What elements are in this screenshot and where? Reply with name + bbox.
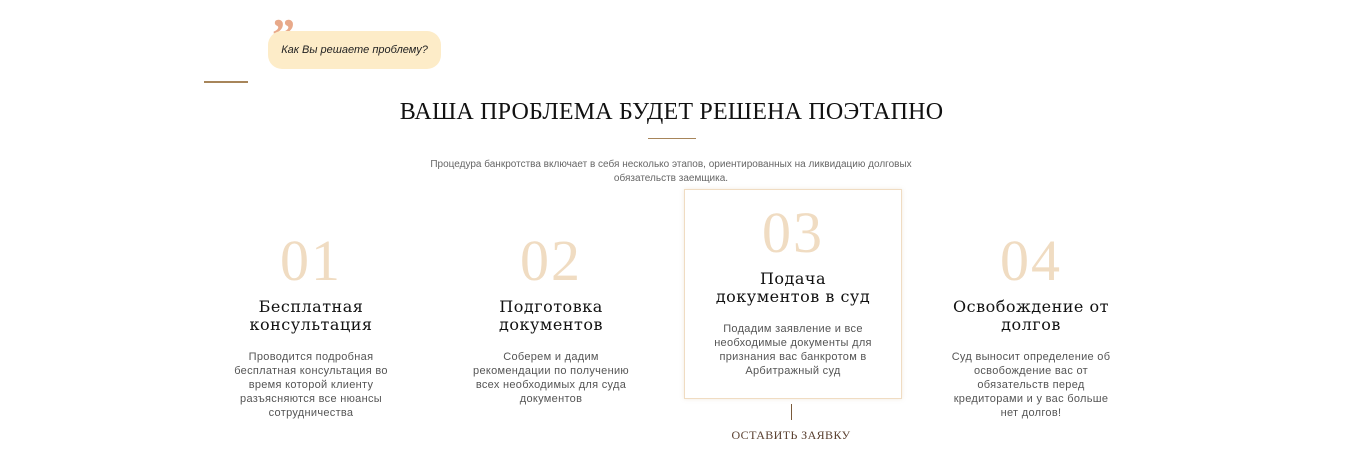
step-card-2 [443, 228, 659, 406]
step-desc-line: время которой клиенту [248, 379, 374, 391]
section-title: ВАША ПРОБЛЕМА БУДЕТ РЕШЕНА ПОЭТАПНО [399, 99, 944, 125]
step-desc-line: сотрудничества [268, 407, 354, 419]
step-title [685, 270, 901, 306]
step-title-line: документов [499, 315, 603, 334]
cta-connector-line [791, 404, 792, 420]
step-desc-line: бесплатная консультация во [234, 365, 388, 377]
step-desc-line: освобождение вас от [973, 365, 1089, 377]
step-title [923, 298, 1139, 334]
step-number: 04 [1000, 228, 1062, 293]
step-title-line: Подача [759, 269, 827, 288]
step-description [685, 322, 901, 378]
step-title-line: долгов [1001, 315, 1061, 334]
step-title-line: Освобождение от [953, 297, 1109, 316]
step-desc-line: кредиторами и у вас больше [953, 393, 1109, 405]
step-desc-line: разъясняются все нюансы [240, 393, 382, 405]
step-description [203, 350, 419, 420]
decorative-divider-left [204, 81, 248, 83]
step-title [203, 298, 419, 334]
step-number: 01 [280, 228, 342, 293]
step-title-line: Бесплатная [258, 297, 364, 316]
step-card-1 [203, 228, 419, 420]
step-number: 03 [762, 200, 824, 265]
step-desc-line: Соберем и дадим [503, 351, 599, 363]
step-card-3 [684, 189, 902, 399]
subtitle-line: Процедура банкротства включает в себя несколько этапов, ориентированных на ликвидацию долговых [430, 159, 912, 170]
step-desc-line: Суд выносит определение об [951, 351, 1111, 363]
step-title-line: документов в суд [715, 287, 871, 306]
section-subtitle [410, 158, 932, 186]
step-desc-line: необходимые документы для [714, 337, 872, 349]
question-bubble-text: Как Вы решаете проблему? [281, 44, 428, 56]
step-desc-line: нет долгов! [1000, 407, 1062, 419]
step-title [443, 298, 659, 334]
step-title-line: Подготовка [499, 297, 603, 316]
step-desc-line: рекомендации по получению [473, 365, 629, 377]
question-bubble [268, 31, 441, 69]
title-underline [648, 138, 696, 139]
step-desc-line: Проводится подробная [248, 351, 374, 363]
step-number: 02 [520, 228, 582, 293]
step-desc-line: Подадим заявление и все [723, 323, 863, 335]
step-desc-line: обязательств перед [977, 379, 1085, 391]
step-title-line: консультация [249, 315, 373, 334]
subtitle-line: обязательств заемщика. [613, 173, 729, 184]
step-desc-line: Арбитражный суд [745, 365, 841, 377]
step-card-4 [923, 228, 1139, 420]
leave-request-button[interactable]: ОСТАВИТЬ ЗАЯВКУ [731, 428, 851, 442]
step-description [923, 350, 1139, 420]
step-desc-line: признания вас банкротом в [719, 351, 867, 363]
step-description [443, 350, 659, 406]
step-desc-line: всех необходимых для суда [475, 379, 627, 391]
step-desc-line: документов [519, 393, 583, 405]
